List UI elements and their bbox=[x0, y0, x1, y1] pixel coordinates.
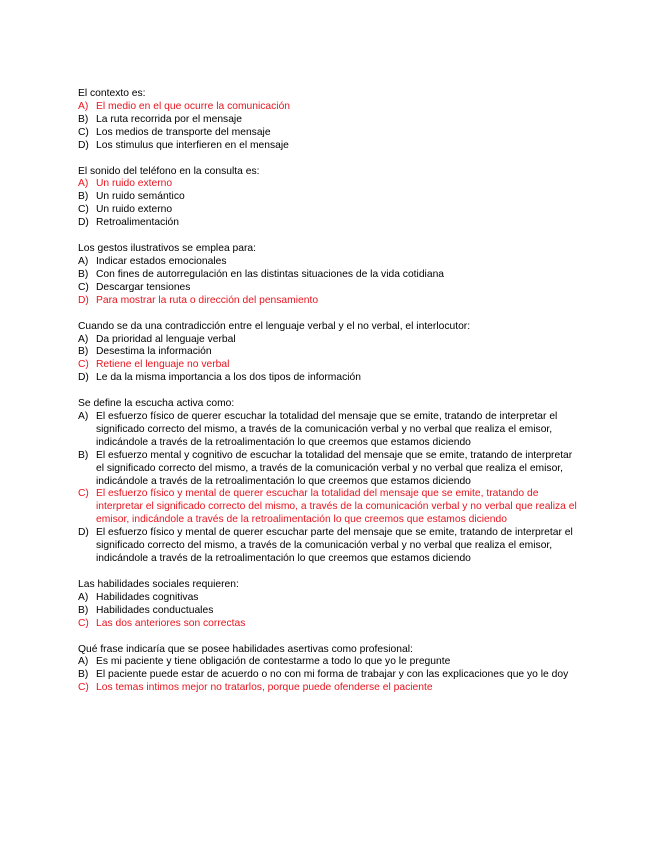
answer-option bbox=[78, 488, 578, 527]
option-letter: D) bbox=[78, 294, 89, 306]
option-letter: B) bbox=[78, 346, 89, 358]
option-text: Indicar estados emocionales bbox=[96, 255, 227, 267]
option-text: El esfuerzo físico de querer escuchar la totalidad del mensaje que se emite, tratando de interpretar el significado correcto del mismo, a través de la comunicación verbal y no verbal que realiza el emisor, indicándole a través de la retroalimentación lo que creemos que estamos diciendo bbox=[96, 411, 558, 448]
option-text: Descargar tensiones bbox=[96, 281, 191, 293]
answer-option bbox=[78, 411, 578, 450]
option-text: Un ruido externo bbox=[96, 178, 173, 190]
question-text: El contexto es: bbox=[78, 88, 146, 99]
option-text: Retroalimentación bbox=[96, 217, 179, 229]
option-letter: B) bbox=[78, 669, 89, 681]
option-text: Los medios de transporte del mensaje bbox=[96, 126, 271, 138]
option-text: El esfuerzo mental y cognitivo de escuchar la totalidad del mensaje que se emite, tratando de interpretar el significado correcto del mismo, a través de la comunicación verbal y no verbal que realiza el emisor, indicándole a través de la retroalimentación lo que creemos que estamos diciendo bbox=[96, 449, 573, 487]
option-letter: A) bbox=[78, 656, 89, 668]
answer-option bbox=[78, 204, 578, 217]
answer-option bbox=[78, 682, 578, 695]
option-letter: B) bbox=[78, 449, 89, 461]
answer-option bbox=[78, 669, 578, 682]
option-text: Le da la misma importancia a los dos tipos de información bbox=[96, 372, 361, 384]
answer-option bbox=[78, 191, 578, 204]
answer-option bbox=[78, 656, 578, 669]
answer-option bbox=[78, 346, 578, 359]
question-text: Los gestos ilustrativos se emplea para: bbox=[78, 243, 256, 255]
option-text: El paciente puede estar de acuerdo o no con mi forma de trabajar y con las explicaciones que yo le doy bbox=[96, 669, 569, 681]
question-text: Se define la escucha activa como: bbox=[78, 398, 235, 410]
quiz-document bbox=[78, 88, 578, 708]
option-text: Los stimulus que interfieren en el mensaje bbox=[96, 139, 289, 151]
option-letter: A) bbox=[78, 333, 89, 345]
option-letter: A) bbox=[78, 255, 89, 267]
answer-option bbox=[78, 178, 578, 191]
option-text: Para mostrar la ruta o dirección del pensamiento bbox=[96, 294, 319, 306]
answer-option bbox=[78, 334, 578, 347]
question-2 bbox=[78, 166, 578, 231]
question-text: Cuando se da una contradicción entre el lenguaje verbal y el no verbal, el interlocutor: bbox=[78, 320, 471, 332]
answer-option bbox=[78, 359, 578, 372]
option-letter: C) bbox=[78, 359, 89, 371]
option-text: Con fines de autorregulación en las distintas situaciones de la vida cotidiana bbox=[96, 268, 445, 280]
option-letter: C) bbox=[78, 617, 89, 629]
question-3 bbox=[78, 243, 578, 308]
option-letter: B) bbox=[78, 113, 89, 125]
answer-option bbox=[78, 140, 578, 153]
answer-option bbox=[78, 592, 578, 605]
option-letter: D) bbox=[78, 527, 89, 539]
option-letter: D) bbox=[78, 139, 89, 151]
answer-option bbox=[78, 217, 578, 230]
option-letter: B) bbox=[78, 268, 89, 280]
question-text: Qué frase indicaría que se posee habilidades asertivas como profesional: bbox=[78, 643, 413, 655]
option-letter: A) bbox=[78, 178, 89, 190]
question-4 bbox=[78, 321, 578, 386]
option-text: Habilidades conductuales bbox=[96, 604, 214, 616]
option-letter: C) bbox=[78, 204, 89, 216]
option-letter: C) bbox=[78, 682, 89, 694]
option-text: Los temas intimos mejor no tratarlos, porque puede ofenderse el paciente bbox=[96, 682, 433, 694]
option-text: Desestima la información bbox=[96, 346, 212, 358]
option-text: Retiene el lenguaje no verbal bbox=[96, 359, 230, 371]
option-text: El esfuerzo físico y mental de querer escuchar la totalidad del mensaje que se emite, tratando de interpretar el significado correcto del mismo, a través de la comunicación verbal y no verbal que realiza el emisor, indicándole a través de la retroalimentación lo que creemos que estamos diciendo bbox=[96, 488, 577, 526]
question-text: El sonido del teléfono en la consulta es: bbox=[78, 165, 260, 177]
option-letter: C) bbox=[78, 281, 89, 293]
option-text: Las dos anteriores son correctas bbox=[96, 617, 246, 629]
option-text: Un ruido externo bbox=[96, 204, 173, 216]
answer-option bbox=[78, 256, 578, 269]
option-letter: A) bbox=[78, 411, 89, 423]
answer-option bbox=[78, 101, 578, 114]
answer-option bbox=[78, 527, 578, 566]
question-text: Las habilidades sociales requieren: bbox=[78, 578, 239, 590]
option-letter: C) bbox=[78, 488, 89, 500]
question-6 bbox=[78, 579, 578, 631]
option-text: El medio en el que ocurre la comunicación bbox=[96, 100, 291, 112]
question-1 bbox=[78, 88, 578, 153]
option-text: Da prioridad al lenguaje verbal bbox=[96, 333, 236, 345]
option-letter: A) bbox=[78, 100, 89, 112]
answer-option bbox=[78, 618, 578, 631]
option-letter: C) bbox=[78, 126, 89, 138]
option-letter: D) bbox=[78, 372, 89, 384]
answer-option bbox=[78, 282, 578, 295]
answer-option bbox=[78, 372, 578, 385]
option-text: Habilidades cognitivas bbox=[96, 591, 199, 603]
answer-option bbox=[78, 450, 578, 489]
option-text: La ruta recorrida por el mensaje bbox=[96, 113, 242, 125]
option-letter: D) bbox=[78, 217, 89, 229]
question-5 bbox=[78, 398, 578, 566]
answer-option bbox=[78, 114, 578, 127]
answer-option bbox=[78, 127, 578, 140]
answer-option bbox=[78, 295, 578, 308]
option-letter: B) bbox=[78, 191, 89, 203]
option-letter: A) bbox=[78, 591, 89, 603]
option-letter: B) bbox=[78, 604, 89, 616]
answer-option bbox=[78, 269, 578, 282]
question-7 bbox=[78, 644, 578, 696]
option-text: Un ruido semántico bbox=[96, 191, 185, 203]
option-text: Es mi paciente y tiene obligación de contestarme a todo lo que yo le pregunte bbox=[96, 656, 451, 668]
option-text: El esfuerzo físico y mental de querer escuchar parte del mensaje que se emite, tratando de interpretar el significado correcto del mismo, a través de la comunicación verbal y no verbal que realiza el emisor, indicándole a través de la retroalimentación lo que creemos que estamos diciendo bbox=[96, 527, 573, 564]
answer-option bbox=[78, 605, 578, 618]
